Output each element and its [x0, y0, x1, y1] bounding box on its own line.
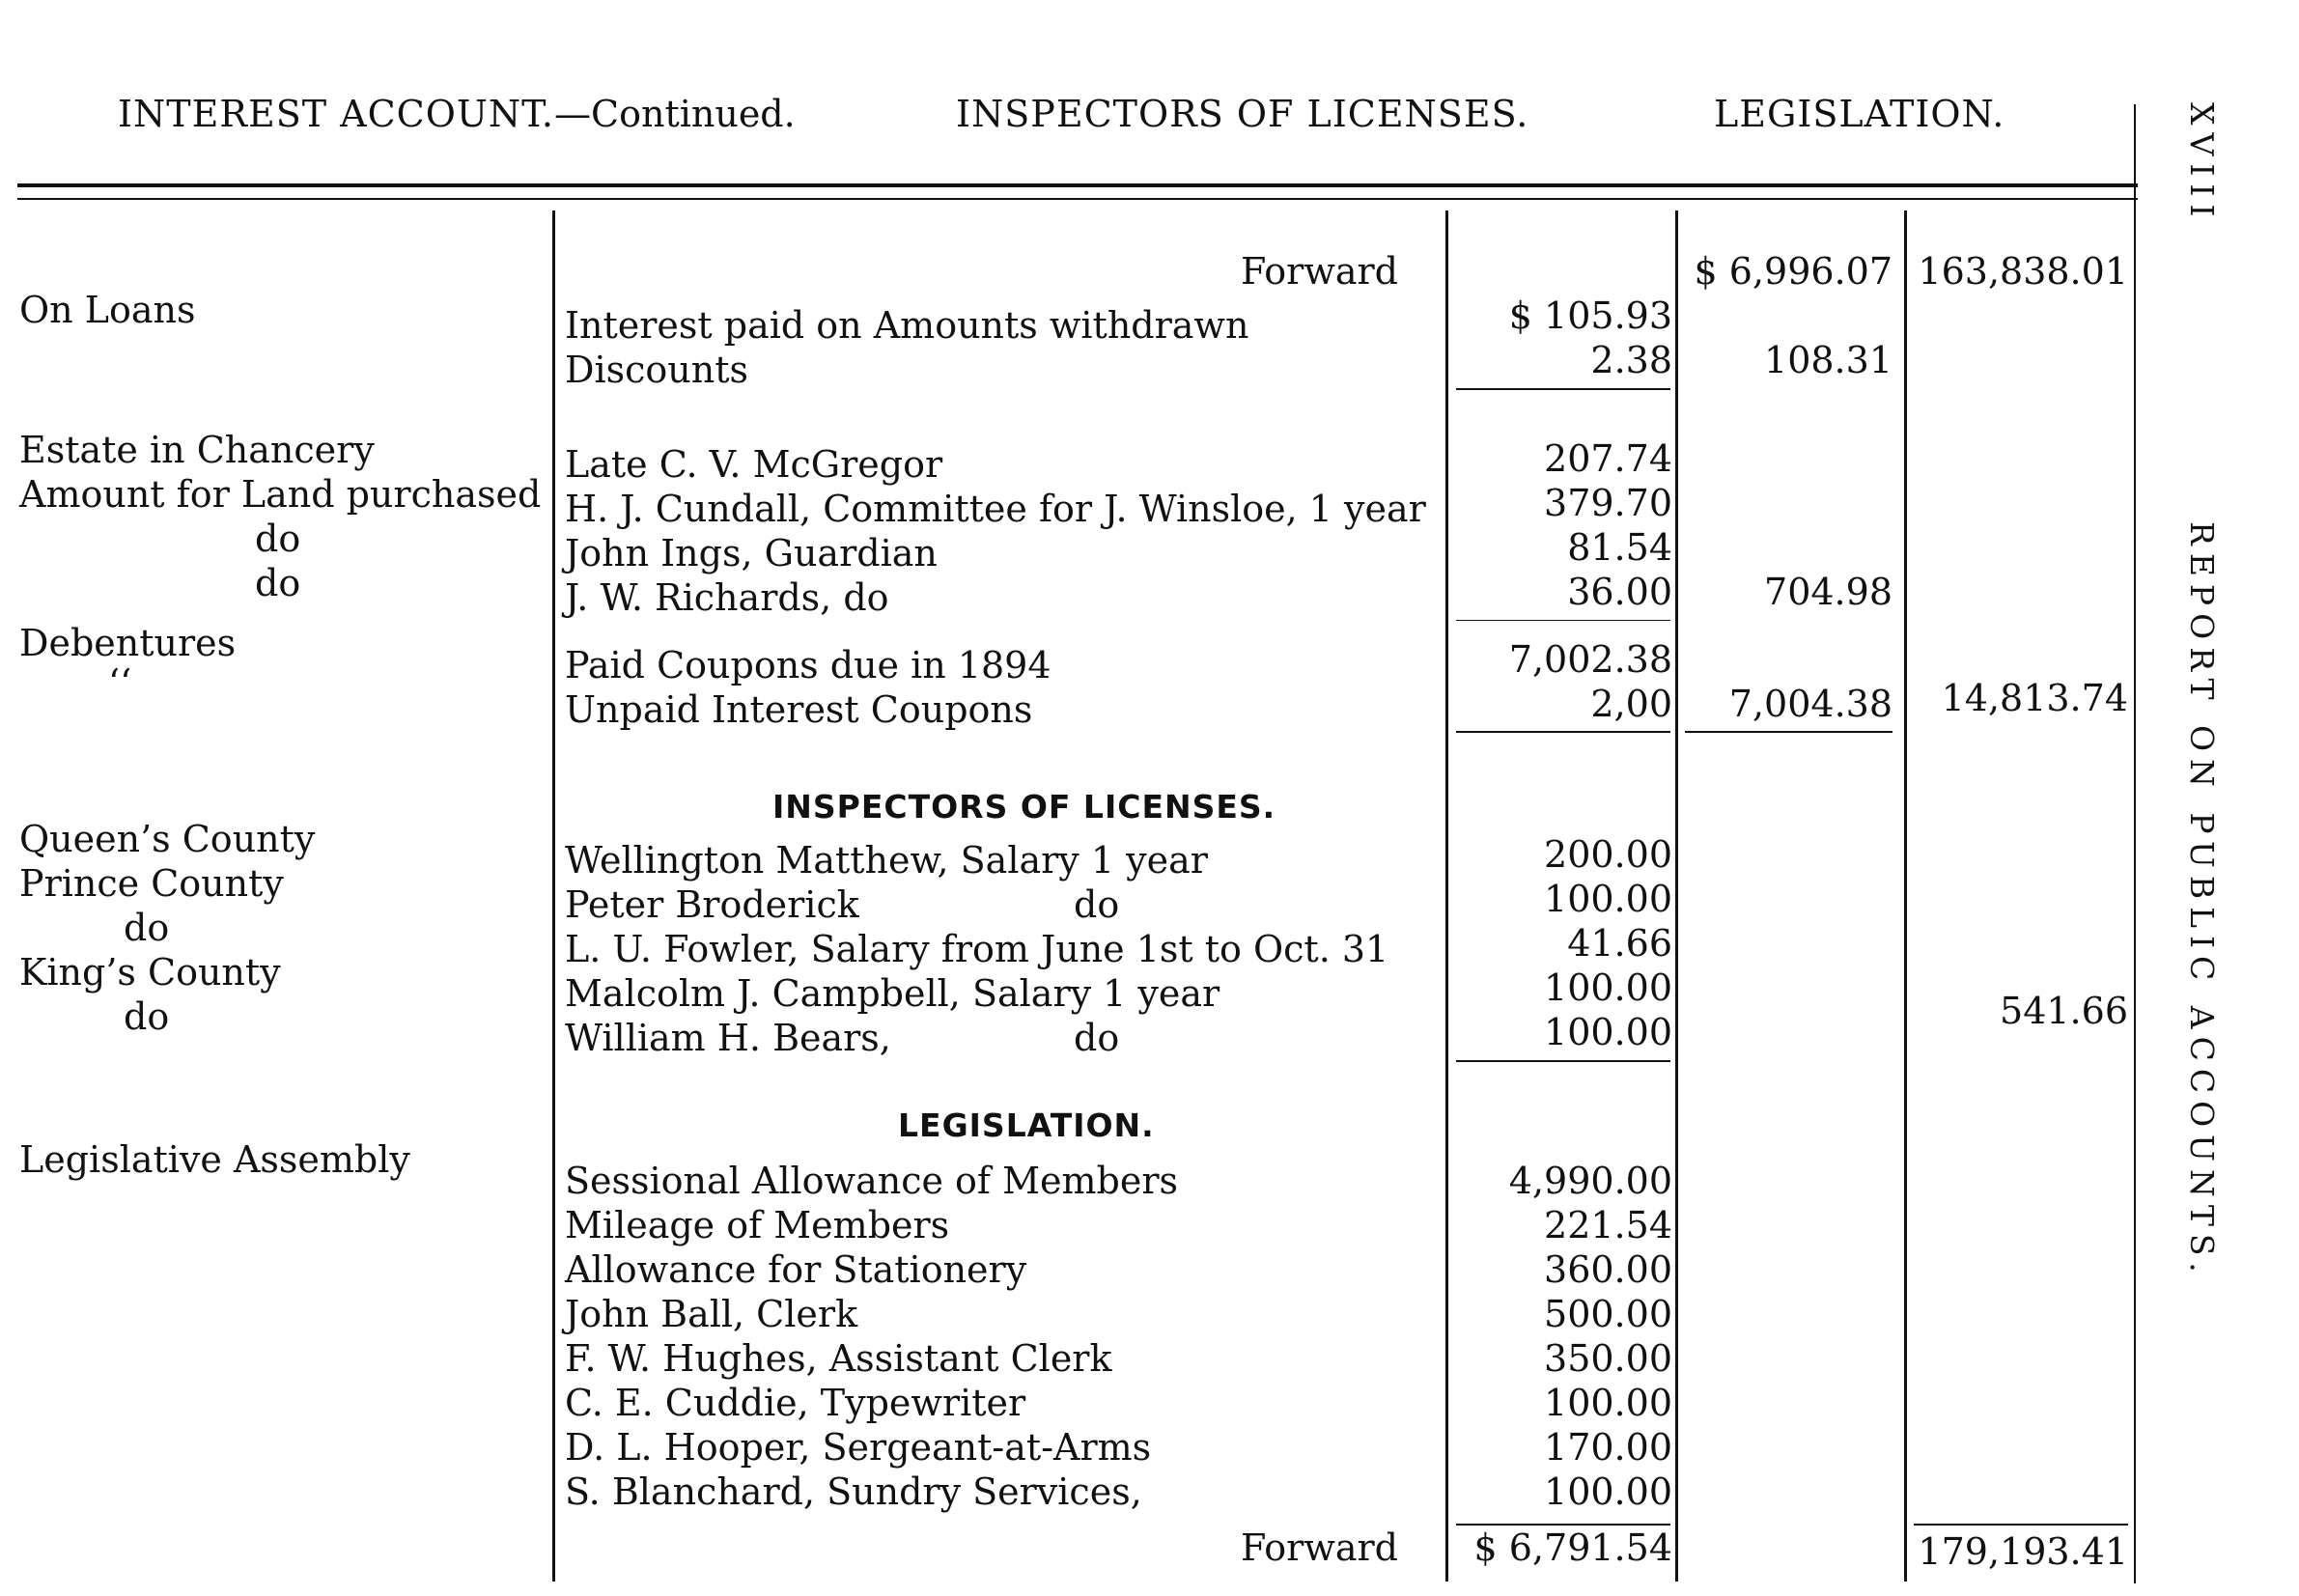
right-margin-line — [2134, 104, 2136, 1583]
chancery-row-amount: 207.74 — [1544, 437, 1672, 480]
inspector-row-amount: 100.00 — [1544, 966, 1672, 1009]
legislation-row-amount: 500.00 — [1544, 1293, 1672, 1335]
forward-amount-col4-bottom: 179,193.41 — [1918, 1530, 2128, 1573]
label-on-loans: On Loans — [19, 289, 196, 331]
inspector-row-ditto: do — [1074, 883, 1120, 926]
inspector-row-desc: Peter Broderick — [565, 883, 859, 926]
debentures-subtotal-underline — [1685, 731, 1892, 733]
legislation-row-amount: 4,990.00 — [1508, 1160, 1672, 1202]
column-divider-amount — [1675, 210, 1678, 1582]
label-estate-in-chancery: Estate in Chancery — [19, 429, 375, 471]
chancery-subtotal: 704.98 — [1764, 571, 1892, 613]
inspector-row-desc: William H. Bears, — [565, 1017, 891, 1059]
legislation-row-desc: Sessional Allowance of Members — [565, 1160, 1178, 1202]
inspector-row-amount: 41.66 — [1567, 922, 1672, 965]
legislation-row-amount: 100.00 — [1544, 1470, 1672, 1513]
forward-label-bottom: Forward — [1241, 1526, 1399, 1569]
chancery-row-amount: 81.54 — [1567, 526, 1672, 569]
inspector-row-amount: 100.00 — [1544, 878, 1672, 920]
label-legislative-assembly: Legislative Assembly — [19, 1138, 410, 1181]
legislation-row-desc: S. Blanchard, Sundry Services, — [565, 1470, 1142, 1513]
label-land-purchased: Amount for Land purchased — [19, 473, 542, 516]
page-number: XVIII — [2183, 102, 2221, 225]
forward-amount-col2: $ 6,791.54 — [1473, 1526, 1672, 1569]
debenture-row-desc: Unpaid Interest Coupons — [565, 688, 1033, 731]
header-interest-account — [118, 93, 796, 135]
inspector-row-desc: L. U. Fowler, Salary from June 1st to Oct. 31 — [565, 928, 1389, 970]
interest-total: 14,813.74 — [1941, 677, 2128, 719]
loan-row-desc: Interest paid on Amounts withdrawn — [565, 304, 1249, 347]
chancery-row-desc: Late C. V. McGregor — [565, 443, 943, 486]
chancery-row-desc: J. W. Richards, do — [565, 576, 889, 619]
loan-row-amount: $ 105.93 — [1508, 294, 1672, 337]
label-ditto: do — [255, 518, 301, 560]
forward-amount-col3: $ 6,996.07 — [1694, 250, 1892, 293]
inspector-row-amount: 100.00 — [1544, 1011, 1672, 1053]
chancery-row-desc: H. J. Cundall, Committee for J. Winsloe, 1 year — [565, 488, 1426, 530]
column-divider-subtotal — [1904, 210, 1907, 1582]
label-county: Prince County — [19, 862, 284, 905]
report-title: REPORT ON PUBLIC ACCOUNTS. — [2183, 521, 2221, 1280]
legislation-row-desc: Mileage of Members — [565, 1204, 950, 1246]
forward-label: Forward — [1241, 250, 1399, 293]
legislation-row-desc: F. W. Hughes, Assistant Clerk — [565, 1337, 1112, 1380]
debenture-row-amount: 2,00 — [1590, 683, 1672, 725]
column-divider-desc — [1445, 210, 1448, 1582]
section-heading-legislation: LEGISLATION. — [898, 1106, 1155, 1144]
header-inspectors: INSPECTORS OF LICENSES. — [956, 93, 1529, 135]
legislation-row-amount: 170.00 — [1544, 1426, 1672, 1469]
forward-amount-col4: 163,838.01 — [1918, 250, 2128, 293]
debentures-underline — [1456, 731, 1670, 733]
inspectors-total: 541.66 — [2000, 990, 2128, 1032]
inspectors-underline — [1456, 1060, 1670, 1062]
label-county: Queen’s County — [19, 818, 316, 860]
label-ditto-marks: ‘‘ — [108, 661, 132, 704]
debenture-row-amount: 7,002.38 — [1508, 638, 1672, 681]
legislation-row-amount: 221.54 — [1544, 1204, 1672, 1246]
chancery-row-amount: 379.70 — [1544, 482, 1672, 524]
label-county: King’s County — [19, 951, 281, 994]
header-legislation: LEGISLATION. — [1714, 93, 2005, 135]
inspector-row-desc: Wellington Matthew, Salary 1 year — [565, 839, 1208, 882]
loans-subtotal: 108.31 — [1764, 339, 1892, 381]
header-interest-title: INTEREST ACCOUNT. — [118, 93, 555, 135]
label-debentures: Debentures — [19, 622, 237, 664]
inspector-row-amount: 200.00 — [1544, 833, 1672, 876]
legislation-row-amount: 350.00 — [1544, 1337, 1672, 1380]
legislation-row-desc: C. E. Cuddie, Typewriter — [565, 1382, 1026, 1424]
legislation-row-desc: John Ball, Clerk — [565, 1293, 858, 1335]
legislation-row-amount: 100.00 — [1544, 1382, 1672, 1424]
header-continued: —Continued. — [554, 93, 796, 135]
chancery-underline — [1456, 620, 1670, 621]
legislation-row-desc: Allowance for Stationery — [565, 1248, 1027, 1291]
inspector-row-ditto: do — [1074, 1017, 1120, 1059]
section-heading-inspectors: INSPECTORS OF LICENSES. — [772, 788, 1276, 826]
loan-row-desc: Discounts — [565, 349, 748, 391]
label-ditto: do — [255, 562, 301, 604]
legislation-row-desc: D. L. Hooper, Sergeant-at-Arms — [565, 1426, 1152, 1469]
loan-row-amount: 2.38 — [1590, 339, 1672, 381]
loans-underline — [1456, 388, 1670, 390]
inspector-row-desc: Malcolm J. Campbell, Salary 1 year — [565, 972, 1220, 1015]
column-divider-labels — [552, 210, 555, 1582]
chancery-row-desc: John Ings, Guardian — [565, 532, 938, 574]
debentures-subtotal: 7,004.38 — [1728, 683, 1892, 725]
label-ditto: do — [124, 907, 170, 949]
debenture-row-desc: Paid Coupons due in 1894 — [565, 644, 1051, 686]
chancery-row-amount: 36.00 — [1567, 571, 1672, 613]
label-ditto: do — [124, 995, 170, 1038]
header-rule-thick — [17, 183, 2138, 187]
final-total-overline — [1914, 1524, 2128, 1526]
header-rule-thin — [17, 198, 2138, 200]
legislation-row-amount: 360.00 — [1544, 1248, 1672, 1291]
